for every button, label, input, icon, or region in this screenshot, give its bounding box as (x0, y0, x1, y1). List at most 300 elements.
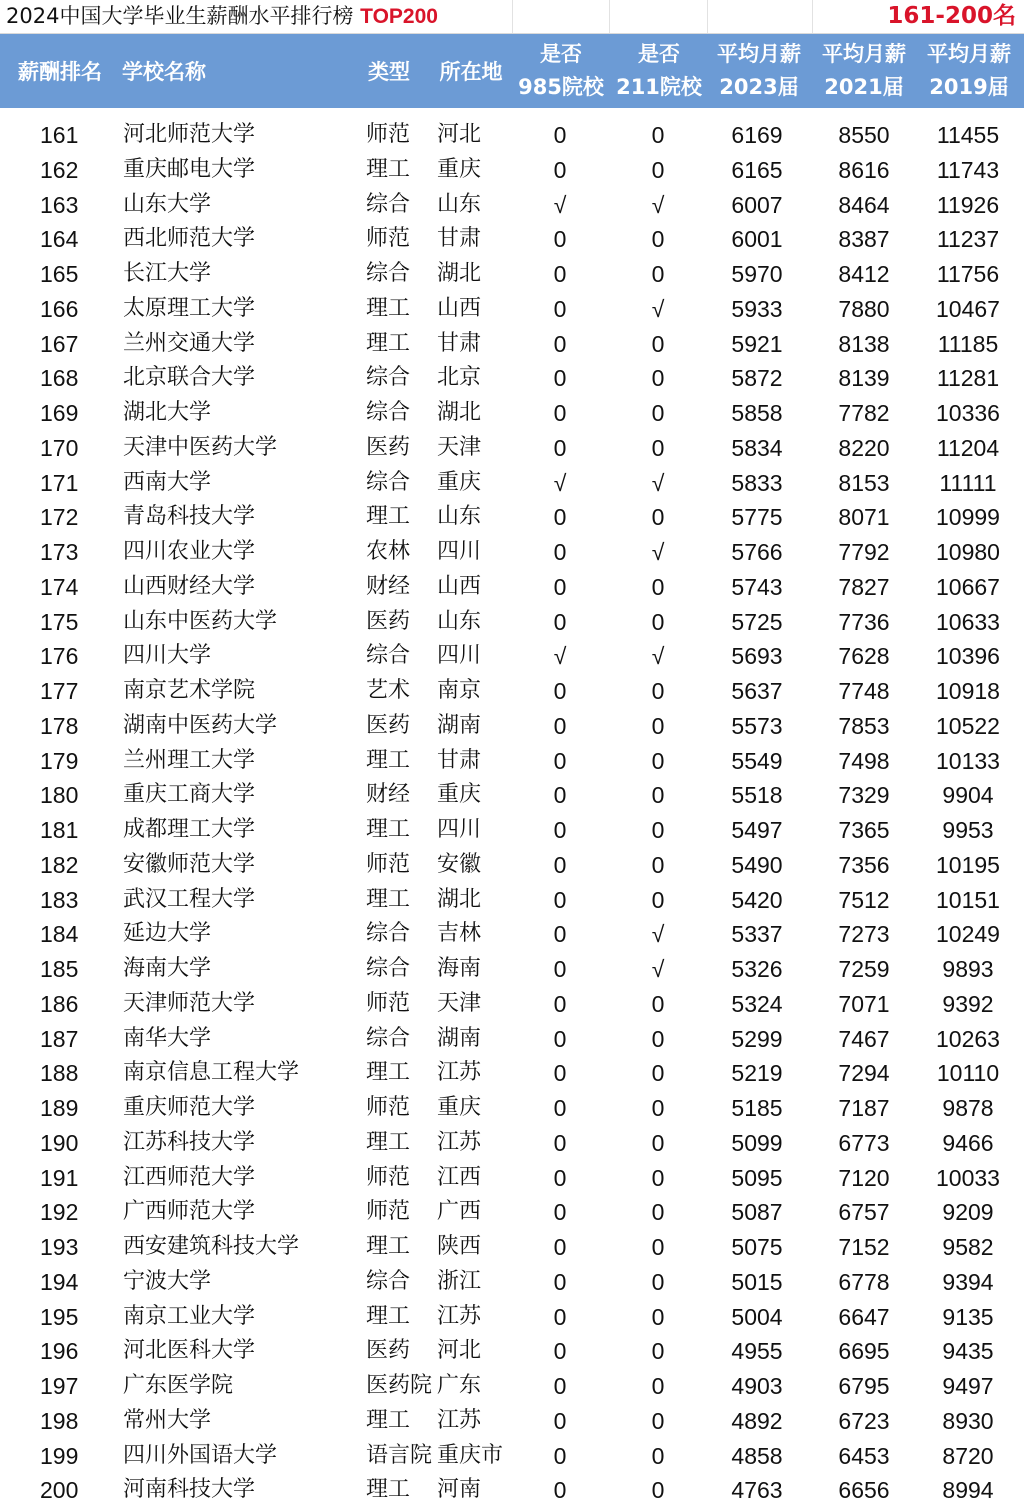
cell-salary-2019: 10396 (936, 643, 1000, 670)
cell-type: 理工 (366, 747, 411, 773)
cell-211: 0 (651, 1025, 665, 1052)
cell-salary-2023: 5490 (731, 851, 783, 878)
cell-rank: 171 (40, 469, 79, 496)
table-row (0, 292, 1024, 327)
cell-salary-2019: 9392 (942, 990, 994, 1017)
table-row (0, 778, 1024, 813)
cell-211: 0 (651, 782, 665, 809)
cell-school-name: 北京联合大学 (123, 365, 256, 391)
cell-type: 理工 (366, 1407, 411, 1433)
cell-type: 师范 (366, 122, 411, 147)
cell-salary-2021: 7782 (838, 400, 890, 426)
header-211-line2: 211院校 (616, 75, 702, 99)
cell-salary-2021: 6647 (838, 1303, 890, 1330)
cell-985: 0 (553, 678, 567, 704)
cell-salary-2023: 5337 (731, 921, 783, 948)
cell-rank: 168 (40, 365, 79, 392)
table-row (0, 987, 1024, 1022)
cell-salary-2021: 6773 (838, 1129, 890, 1156)
cell-985: 0 (553, 956, 567, 982)
header-211-line1: 是否 (638, 42, 680, 66)
cell-211: 0 (651, 1060, 665, 1087)
cell-location: 江苏 (437, 1303, 482, 1329)
cell-type: 综合 (366, 956, 411, 981)
cell-985: 0 (553, 1129, 567, 1156)
table-row (0, 1300, 1024, 1335)
cell-211: √ (651, 956, 665, 982)
title-text: 2024中国大学毕业生薪酬水平排行榜 (6, 4, 354, 28)
cell-salary-2023: 5637 (731, 678, 783, 704)
cell-salary-2019: 10522 (936, 712, 1000, 739)
cell-location: 湖南 (437, 1025, 482, 1051)
cell-211: √ (651, 295, 665, 322)
cell-985: 0 (553, 1164, 567, 1191)
cell-985: 0 (553, 1234, 567, 1260)
cell-salary-2021: 8387 (838, 226, 890, 253)
cell-type: 理工 (366, 330, 411, 356)
cell-location: 重庆 (437, 1095, 482, 1120)
header-salary-2023-line2: 2023届 (719, 75, 799, 99)
cell-school-name: 重庆邮电大学 (123, 156, 256, 182)
cell-type: 医药 (366, 1338, 411, 1364)
cell-salary-2021: 8138 (838, 330, 890, 357)
cell-salary-2021: 8616 (838, 156, 890, 183)
cell-985: 0 (553, 261, 567, 287)
cell-rank: 188 (40, 1060, 79, 1087)
header-211 (612, 34, 706, 108)
table-row (0, 1404, 1024, 1439)
table-row (0, 535, 1024, 570)
table-body (0, 118, 1024, 1508)
cell-rank: 180 (40, 782, 79, 809)
cell-985: 0 (553, 1477, 567, 1504)
cell-salary-2019: 10667 (936, 573, 1000, 600)
cell-salary-2019: 9135 (942, 1303, 994, 1330)
cell-type: 财经 (366, 782, 411, 808)
cell-school-name: 成都理工大学 (123, 817, 256, 842)
cell-salary-2023: 6169 (731, 122, 783, 148)
cell-salary-2019: 10467 (936, 295, 1000, 322)
cell-salary-2019: 9394 (942, 1268, 994, 1295)
header-salary-2023-line1: 平均月薪 (717, 42, 801, 66)
table-row (0, 396, 1024, 431)
cell-salary-2019: 11281 (936, 365, 1000, 392)
cell-salary-2019: 11204 (936, 434, 1000, 461)
cell-salary-2021: 6723 (838, 1407, 890, 1434)
table-row (0, 1369, 1024, 1404)
cell-salary-2021: 7259 (838, 956, 890, 982)
cell-985: 0 (553, 1303, 567, 1330)
cell-type: 师范 (366, 851, 411, 877)
table-row (0, 1022, 1024, 1057)
cell-location: 山西 (437, 573, 482, 599)
cell-salary-2021: 8139 (838, 365, 890, 392)
cell-salary-2023: 5004 (731, 1303, 783, 1330)
cell-type: 医药院 (366, 1373, 433, 1398)
cell-school-name: 湖南中医药大学 (123, 712, 278, 738)
cell-salary-2021: 8464 (838, 191, 890, 218)
table-row (0, 431, 1024, 466)
cell-211: 0 (651, 400, 665, 426)
cell-type: 医药 (366, 434, 411, 460)
cell-985: 0 (553, 1025, 567, 1052)
cell-location: 甘肃 (437, 330, 482, 356)
grid-line (812, 0, 813, 33)
header-salary-2021-line1: 平均月薪 (822, 42, 906, 66)
table-row (0, 1473, 1024, 1508)
cell-985: 0 (553, 608, 567, 635)
cell-salary-2023: 5075 (731, 1234, 783, 1260)
cell-location: 山东 (437, 191, 482, 217)
cell-rank: 172 (40, 504, 79, 531)
cell-985: 0 (553, 886, 567, 913)
cell-location: 湖北 (437, 886, 482, 912)
cell-211: 0 (651, 990, 665, 1017)
cell-211: 0 (651, 608, 665, 635)
table-row (0, 674, 1024, 709)
cell-location: 河南 (437, 1477, 482, 1503)
cell-985: 0 (553, 1407, 567, 1434)
cell-salary-2021: 7748 (838, 678, 890, 704)
cell-salary-2023: 5219 (731, 1060, 783, 1087)
cell-salary-2021: 8550 (838, 122, 890, 148)
cell-rank: 167 (40, 330, 79, 357)
cell-211: √ (651, 921, 665, 948)
cell-rank: 200 (40, 1477, 79, 1504)
cell-211: √ (651, 643, 665, 670)
cell-school-name: 兰州理工大学 (123, 747, 256, 773)
cell-salary-2019: 10918 (936, 678, 1000, 704)
cell-salary-2023: 5095 (731, 1164, 783, 1191)
cell-type: 医药 (366, 712, 411, 738)
cell-salary-2019: 10336 (936, 400, 1000, 426)
cell-rank: 191 (40, 1164, 79, 1191)
cell-location: 天津 (437, 990, 482, 1016)
cell-rank: 192 (40, 1199, 79, 1226)
cell-salary-2021: 8220 (838, 434, 890, 461)
cell-salary-2019: 9466 (942, 1129, 994, 1156)
cell-location: 海南 (437, 956, 482, 981)
cell-salary-2019: 8930 (942, 1407, 994, 1434)
cell-211: 0 (651, 886, 665, 913)
cell-salary-2023: 6007 (731, 191, 783, 218)
header-name: 学校名称 (122, 60, 206, 84)
cell-type: 语言院 (366, 1442, 433, 1468)
cell-school-name: 武汉工程大学 (123, 886, 256, 912)
cell-school-name: 重庆工商大学 (123, 782, 256, 808)
cell-salary-2023: 5933 (731, 295, 783, 322)
cell-salary-2021: 6453 (838, 1442, 890, 1469)
cell-211: 0 (651, 1373, 665, 1399)
cell-type: 综合 (366, 469, 411, 495)
cell-salary-2023: 5858 (731, 400, 783, 426)
cell-985: 0 (553, 122, 567, 148)
cell-salary-2021: 7071 (838, 990, 890, 1017)
table-row (0, 639, 1024, 674)
cell-location: 吉林 (437, 921, 482, 947)
cell-211: 0 (651, 573, 665, 600)
cell-salary-2021: 6757 (838, 1199, 890, 1226)
cell-salary-2023: 4903 (731, 1373, 783, 1399)
cell-salary-2023: 5099 (731, 1129, 783, 1156)
cell-985: 0 (553, 226, 567, 253)
cell-type: 综合 (366, 261, 411, 286)
cell-type: 综合 (366, 400, 411, 425)
rank-range-label: 161-200名 (887, 3, 1016, 29)
cell-211: √ (651, 191, 665, 218)
cell-location: 广西 (437, 1199, 482, 1225)
cell-rank: 170 (40, 434, 79, 461)
cell-rank: 169 (40, 400, 79, 426)
cell-school-name: 常州大学 (123, 1407, 212, 1433)
cell-211: 0 (651, 1268, 665, 1295)
cell-rank: 185 (40, 956, 79, 982)
cell-salary-2019: 10249 (936, 921, 1000, 948)
cell-school-name: 太原理工大学 (123, 295, 256, 321)
cell-salary-2023: 4892 (731, 1407, 783, 1434)
cell-salary-2021: 7329 (838, 782, 890, 809)
table-row (0, 1195, 1024, 1230)
cell-salary-2021: 7467 (838, 1025, 890, 1052)
cell-type: 医药 (366, 608, 411, 634)
cell-rank: 198 (40, 1407, 79, 1434)
cell-school-name: 四川外国语大学 (123, 1442, 278, 1468)
cell-type: 农林 (366, 539, 411, 564)
cell-salary-2019: 11111 (939, 469, 997, 496)
cell-salary-2019: 11926 (936, 191, 1000, 218)
cell-rank: 181 (40, 817, 79, 843)
cell-211: 0 (651, 330, 665, 357)
cell-rank: 164 (40, 226, 79, 253)
cell-type: 师范 (366, 1095, 411, 1120)
table-row (0, 361, 1024, 396)
cell-salary-2019: 9209 (942, 1199, 994, 1226)
cell-211: 0 (651, 678, 665, 704)
cell-school-name: 南京工业大学 (123, 1303, 256, 1329)
cell-location: 浙江 (437, 1268, 482, 1294)
cell-school-name: 江苏科技大学 (123, 1129, 256, 1155)
cell-salary-2019: 9878 (942, 1095, 994, 1121)
cell-rank: 165 (40, 261, 79, 287)
cell-location: 四川 (437, 539, 482, 564)
cell-school-name: 西北师范大学 (123, 226, 256, 252)
cell-985: 0 (553, 851, 567, 878)
cell-type: 理工 (366, 886, 411, 912)
cell-211: 0 (651, 712, 665, 739)
cell-rank: 183 (40, 886, 79, 913)
cell-salary-2021: 7792 (838, 539, 890, 565)
cell-school-name: 山西财经大学 (123, 573, 256, 599)
cell-985: 0 (553, 817, 567, 843)
cell-salary-2023: 5299 (731, 1025, 783, 1052)
cell-salary-2021: 7294 (838, 1060, 890, 1087)
cell-salary-2023: 5497 (731, 817, 783, 843)
cell-school-name: 南京信息工程大学 (123, 1060, 300, 1086)
cell-salary-2021: 6656 (838, 1477, 890, 1504)
cell-salary-2023: 5185 (731, 1095, 783, 1121)
cell-school-name: 宁波大学 (123, 1268, 212, 1294)
cell-school-name: 天津中医药大学 (123, 434, 278, 460)
cell-type: 理工 (366, 1477, 411, 1503)
cell-985: 0 (553, 1268, 567, 1295)
cell-211: 0 (651, 851, 665, 878)
cell-211: 0 (651, 226, 665, 253)
cell-985: 0 (553, 1442, 567, 1469)
cell-location: 四川 (437, 817, 482, 842)
cell-salary-2023: 5324 (731, 990, 783, 1017)
table-row (0, 1091, 1024, 1126)
cell-salary-2019: 10980 (936, 539, 1000, 565)
cell-salary-2019: 10999 (936, 504, 1000, 531)
table-row (0, 1439, 1024, 1474)
cell-rank: 194 (40, 1268, 79, 1295)
cell-salary-2023: 5743 (731, 573, 783, 600)
cell-school-name: 江西师范大学 (123, 1164, 256, 1190)
cell-211: 0 (651, 817, 665, 843)
cell-salary-2023: 5725 (731, 608, 783, 635)
cell-salary-2023: 6165 (731, 156, 783, 183)
cell-school-name: 河南科技大学 (123, 1477, 256, 1503)
cell-985: 0 (553, 573, 567, 600)
cell-211: √ (651, 469, 665, 496)
cell-985: √ (553, 643, 567, 670)
cell-985: 0 (553, 434, 567, 461)
cell-211: 0 (651, 434, 665, 461)
cell-location: 重庆 (437, 782, 482, 808)
cell-type: 理工 (366, 504, 411, 530)
cell-type: 理工 (366, 1303, 411, 1329)
cell-salary-2023: 6001 (731, 226, 783, 253)
cell-school-name: 重庆师范大学 (123, 1095, 256, 1120)
title-accent: TOP200 (360, 5, 438, 28)
cell-school-name: 长江大学 (123, 261, 212, 286)
cell-salary-2021: 7498 (838, 747, 890, 774)
table-row (0, 570, 1024, 605)
cell-school-name: 广东医学院 (123, 1373, 234, 1398)
cell-rank: 187 (40, 1025, 79, 1052)
cell-211: √ (651, 539, 665, 565)
cell-211: 0 (651, 1303, 665, 1330)
cell-salary-2021: 8153 (838, 469, 890, 496)
cell-salary-2023: 5693 (731, 643, 783, 670)
cell-school-name: 延边大学 (123, 921, 212, 947)
cell-type: 理工 (366, 1060, 411, 1086)
cell-985: 0 (553, 365, 567, 392)
cell-location: 江苏 (437, 1407, 482, 1433)
cell-school-name: 西安建筑科技大学 (123, 1234, 300, 1259)
cell-school-name: 兰州交通大学 (123, 330, 256, 356)
cell-location: 陕西 (437, 1234, 482, 1259)
cell-salary-2021: 7152 (838, 1234, 890, 1260)
cell-salary-2023: 5518 (731, 782, 783, 809)
cell-985: 0 (553, 1338, 567, 1365)
cell-985: 0 (553, 782, 567, 809)
header-salary-2019-line1: 平均月薪 (927, 42, 1011, 66)
cell-salary-2023: 5015 (731, 1268, 783, 1295)
cell-location: 江苏 (437, 1060, 482, 1086)
cell-type: 综合 (366, 1268, 411, 1294)
table-row (0, 1230, 1024, 1265)
table-row (0, 500, 1024, 535)
cell-211: 0 (651, 1442, 665, 1469)
cell-salary-2019: 8994 (942, 1477, 994, 1504)
cell-salary-2021: 7187 (838, 1095, 890, 1121)
cell-salary-2023: 5833 (731, 469, 783, 496)
cell-salary-2023: 5872 (731, 365, 783, 392)
cell-type: 综合 (366, 921, 411, 947)
cell-salary-2021: 7365 (838, 817, 890, 843)
cell-location: 河北 (437, 122, 482, 147)
table-row (0, 222, 1024, 257)
table-row (0, 153, 1024, 188)
cell-salary-2023: 4955 (731, 1338, 783, 1365)
table-row (0, 744, 1024, 779)
cell-salary-2019: 11185 (937, 330, 999, 357)
cell-211: 0 (651, 1199, 665, 1226)
cell-salary-2023: 5921 (731, 330, 783, 357)
cell-location: 重庆市 (437, 1442, 504, 1468)
cell-type: 综合 (366, 643, 411, 669)
table-row (0, 466, 1024, 501)
cell-rank: 175 (40, 608, 79, 635)
header-salary-2021 (814, 34, 914, 108)
header-salary-2021-line2: 2021届 (824, 75, 904, 99)
header-salary-2023 (709, 34, 809, 108)
cell-rank: 189 (40, 1095, 79, 1121)
cell-985: 0 (553, 990, 567, 1017)
cell-salary-2019: 10263 (936, 1025, 1000, 1052)
cell-salary-2019: 11756 (936, 261, 1000, 287)
cell-location: 北京 (437, 365, 482, 391)
header-type: 类型 (368, 60, 410, 84)
cell-school-name: 南华大学 (123, 1025, 212, 1051)
header-location: 所在地 (439, 60, 503, 84)
cell-salary-2019: 10033 (936, 1164, 1000, 1191)
title-bar (0, 0, 1024, 34)
cell-rank: 193 (40, 1234, 79, 1260)
cell-school-name: 海南大学 (123, 956, 212, 981)
header-985-line1: 是否 (540, 42, 582, 66)
cell-location: 河北 (437, 1338, 482, 1364)
cell-211: 0 (651, 747, 665, 774)
table-row (0, 257, 1024, 292)
cell-type: 艺术 (366, 678, 411, 703)
cell-salary-2019: 9582 (942, 1234, 994, 1260)
cell-salary-2019: 11237 (936, 226, 1000, 253)
cell-school-name: 四川大学 (123, 643, 212, 669)
cell-school-name: 湖北大学 (123, 400, 212, 425)
cell-985: 0 (553, 400, 567, 426)
cell-985: 0 (553, 330, 567, 357)
page-title (6, 3, 438, 30)
cell-location: 湖北 (437, 261, 482, 286)
cell-type: 理工 (366, 156, 411, 182)
cell-type: 综合 (366, 191, 411, 217)
cell-985: 0 (553, 1373, 567, 1399)
cell-type: 综合 (366, 1025, 411, 1051)
cell-location: 江苏 (437, 1129, 482, 1155)
cell-salary-2023: 5326 (731, 956, 783, 982)
cell-school-name: 山东中医药大学 (123, 608, 278, 634)
cell-985: 0 (553, 1199, 567, 1226)
cell-salary-2021: 6795 (838, 1373, 890, 1399)
table-row (0, 1126, 1024, 1161)
grid-line (512, 0, 513, 33)
cell-211: 0 (651, 365, 665, 392)
cell-rank: 177 (40, 678, 79, 704)
cell-985: 0 (553, 921, 567, 948)
cell-salary-2021: 7827 (838, 573, 890, 600)
